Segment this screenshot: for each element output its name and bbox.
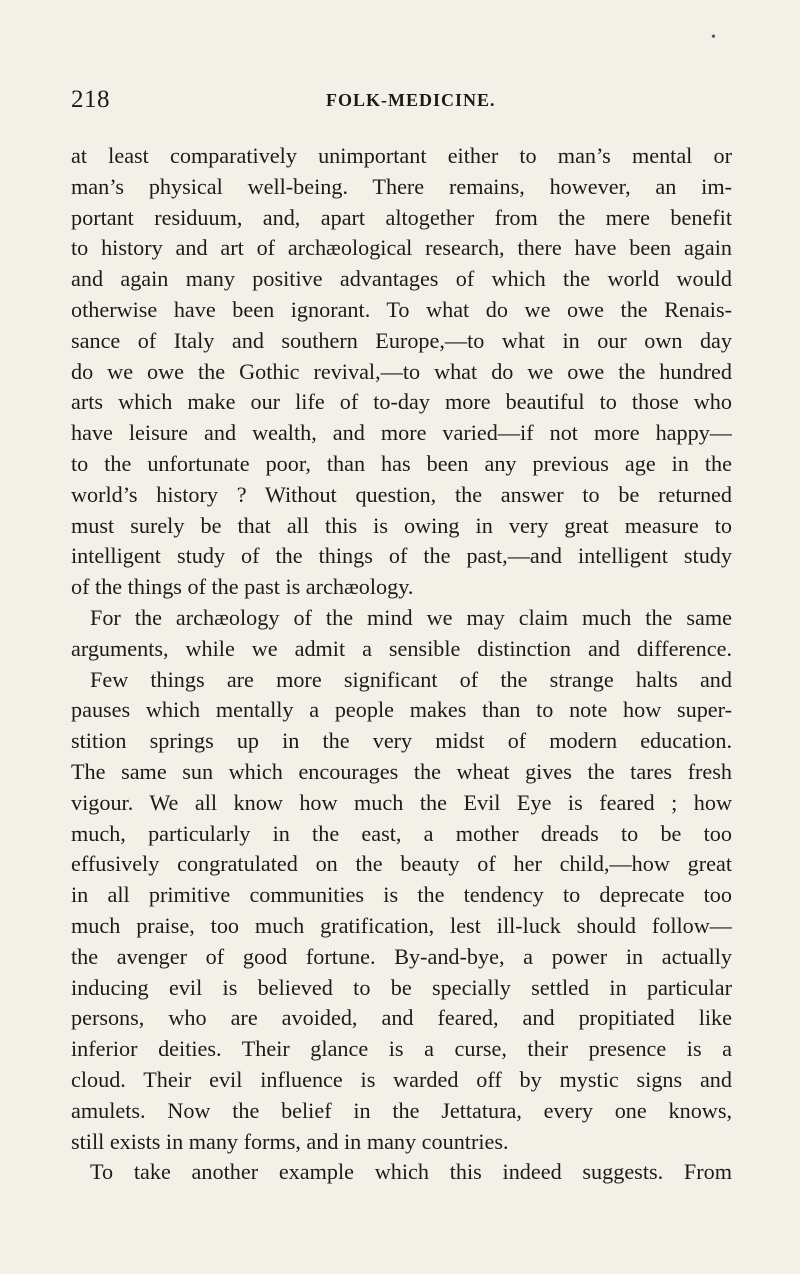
text-line: still exists in many forms, and in many countries.: [71, 1128, 509, 1154]
text-line: amulets. Now the belief in the Jettatura, every one knows,: [71, 1097, 732, 1123]
running-head: FOLK-MEDICINE.: [326, 90, 496, 110]
text-line: do we owe the Gothic revival,—to what do we owe the hundred: [71, 358, 732, 384]
margin-mark: •: [711, 30, 716, 45]
text-line: much, particularly in the east, a mother dreads to be too: [71, 820, 732, 846]
text-line: For the archæology of the mind we may claim much the same: [90, 604, 732, 630]
text-line: stition springs up in the very midst of modern education.: [71, 728, 732, 754]
text-line: must surely be that all this is owing in very great measure to: [71, 512, 732, 538]
text-line: of the things of the past is archæology.: [71, 574, 414, 600]
text-line: effusively congratulated on the beauty of her child,—how great: [71, 851, 732, 877]
text-line: Few things are more significant of the strange halts and: [90, 666, 732, 692]
text-line: have leisure and wealth, and more varied—if not more happy—: [71, 420, 732, 446]
text-line: otherwise have been ignorant. To what do we owe the Renais-: [71, 296, 732, 322]
text-line: sance of Italy and southern Europe,—to what in our own day: [71, 327, 732, 353]
text-line: to the unfortunate poor, than has been any previous age in the: [71, 450, 732, 476]
text-line: to history and art of archæological research, there have been again: [71, 235, 732, 261]
text-line: much praise, too much gratification, lest ill-luck should follow—: [71, 912, 732, 938]
text-line: pauses which mentally a people makes than to note how super-: [71, 697, 732, 723]
text-line: vigour. We all know how much the Evil Eye is feared ; how: [71, 789, 732, 815]
page-number: 218: [71, 86, 110, 113]
text-line: at least comparatively unimportant either to man’s mental or: [71, 143, 732, 168]
text-line: inferior deities. Their glance is a curse, their presence is a: [71, 1036, 732, 1062]
text-line: intelligent study of the things of the past,—and intelligent study: [71, 543, 732, 569]
text-line: arts which make our life of to-day more beautiful to those who: [71, 389, 732, 415]
text-line: portant residuum, and, apart altogether from the mere benefit: [71, 204, 732, 230]
body-text: [71, 141, 732, 1188]
text-line: world’s history ? Without question, the answer to be returned: [71, 481, 732, 507]
text-line: cloud. Their evil influence is warded off by mystic signs and: [71, 1066, 732, 1092]
page-header: [71, 86, 731, 116]
text-line: persons, who are avoided, and feared, and propitiated like: [71, 1005, 732, 1031]
text-line: The same sun which encourages the wheat gives the tares fresh: [71, 758, 732, 784]
text-line: To take another example which this indeed suggests. From: [90, 1159, 732, 1185]
text-line: in all primitive communities is the tendency to deprecate too: [71, 882, 732, 908]
text-line: arguments, while we admit a sensible distinction and difference.: [71, 635, 732, 661]
text-line: inducing evil is believed to be specially settled in particular: [71, 974, 732, 1000]
text-line: the avenger of good fortune. By-and-bye, a power in actually: [71, 943, 732, 969]
text-line: and again many positive advantages of which the world would: [71, 266, 732, 292]
text-line: man’s physical well-being. There remains, however, an im-: [71, 173, 732, 199]
